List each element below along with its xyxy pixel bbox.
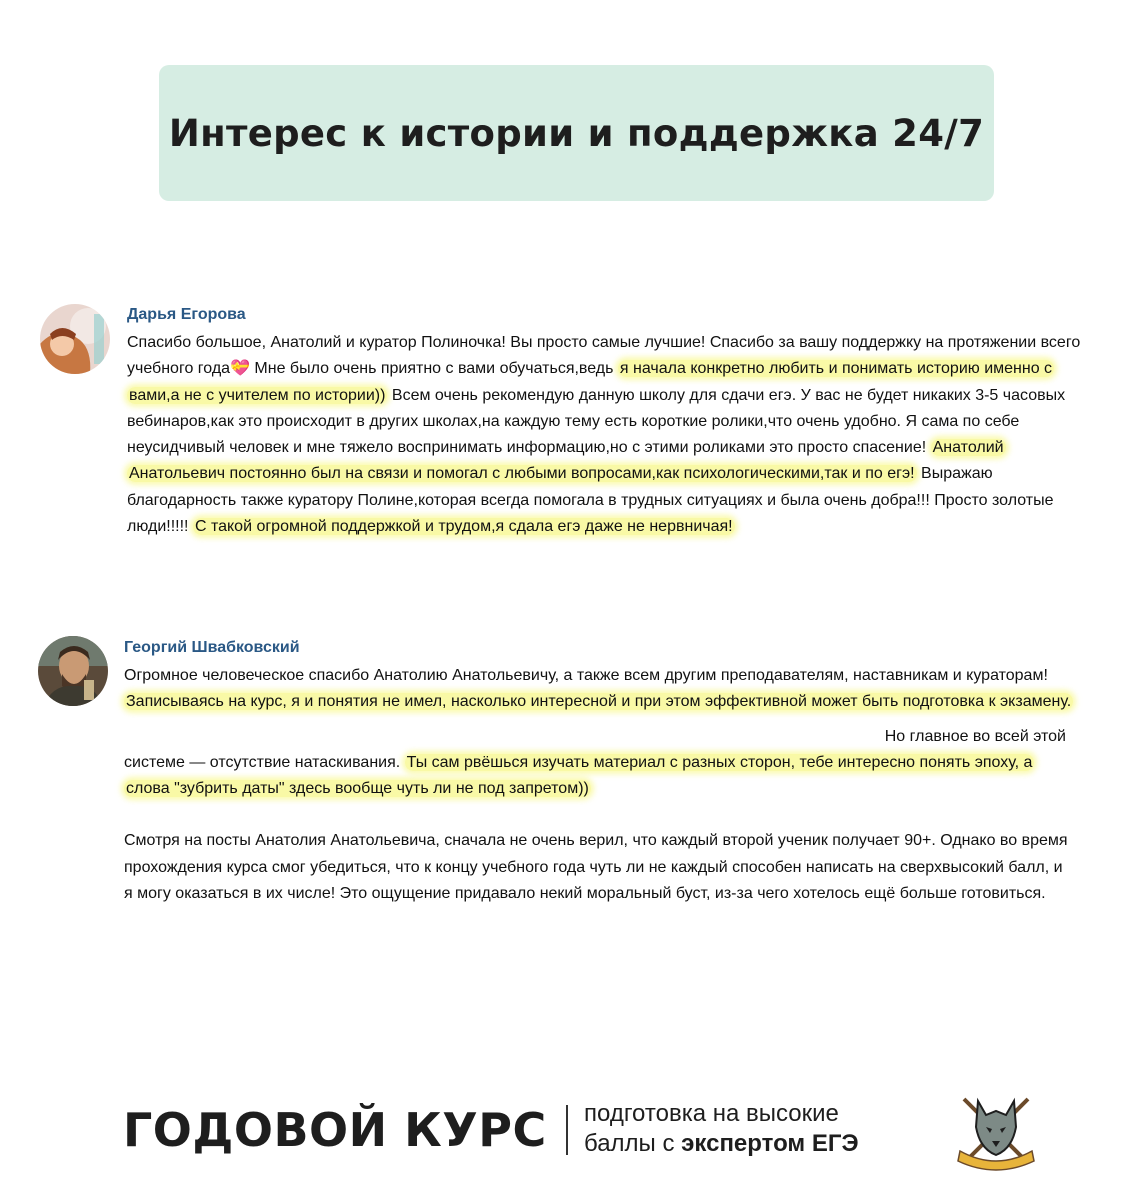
review-text	[124, 663, 1074, 907]
wolf-logo-icon	[950, 1093, 1042, 1173]
review-text-segment: Спасибо большое, Анатолий и куратор Полиночка! Вы просто самые лучшие! Спасибо за вашу поддержку на протяжении всего учебного года💝 Мне было очень приятно с вами обучаться,ведь	[127, 334, 1081, 378]
review-author[interactable]: Дарья Егорова	[127, 306, 246, 323]
review-text-segment: системе — отсутствие натаскивания.	[124, 753, 405, 771]
highlighted-text: Ты сам рвёшься изучать материал с разных сторон, тебе интересно понять эпоху, а слова "зубрить даты" здесь вообще чуть ли не под запретом))	[126, 753, 1033, 798]
course-title: ГОДОВОЙ КУРС	[123, 1103, 547, 1157]
review-text-segment: Выражаю благодарность также куратору Полине,которая всегда помогала в трудных ситуациях и была очень добра!!! Просто золотые люди!!!!!	[127, 465, 1054, 536]
highlighted-text: Записываясь на курс, я и понятия не имел, насколько интересной и при этом эффективной может быть подготовка к экзамену.	[126, 693, 1072, 711]
highlighted-text: я начала конкретно любить и понимать историю именно с вами,а не с учителем по истории))	[129, 360, 1053, 404]
tagline	[584, 1099, 859, 1159]
highlighted-text: С такой огромной поддержкой и трудом,я сдала егэ даже не нервничая!	[194, 518, 733, 536]
header-banner	[159, 65, 994, 201]
review-author[interactable]: Георгий Швабковский	[124, 639, 300, 656]
review-text	[127, 330, 1095, 540]
tagline-line: подготовка на высокие	[584, 1100, 839, 1127]
review-text-segment: Огромное человеческое спасибо Анатолию Анатольевичу, а также всем другим преподавателям, наставникам и кураторам!	[124, 667, 1048, 684]
avatar[interactable]	[38, 636, 108, 706]
highlighted-text: Анатолий Анатольевич постоянно был на связи и помогал с любыми вопросами,как психологическими,так и по егэ!	[129, 439, 1004, 483]
footer	[0, 1085, 1129, 1175]
review-paragraph-continued: Но главное во всей этой	[884, 727, 1066, 745]
review-paragraph	[124, 750, 1074, 803]
review-paragraph: Смотря на посты Анатолия Анатольевича, сначала не очень верил, что каждый второй ученик получает 90+. Однако во время прохождения курса смог убедиться, что к концу учебного года чуть ли не каждый способен написать на сверхвысокий балл, и я могу оказаться в их числе! Это ощущение придавало некий моральный буст, из-за чего хотелось ещё больше готовиться.	[124, 832, 1068, 903]
review-text-segment: Всем очень рекомендую данную школу для сдачи егэ. У вас не будет никаких 3-5 часовых вебинаров,как это происходит в других школах,на каждую тему есть короткие ролики,что очень удобно. Я сама по себе неусидчивый человек и мне тяжело воспринимать информацию,но с этими роликами это просто спасение!	[127, 386, 1066, 457]
tagline-emphasis: экспертом ЕГЭ	[681, 1130, 859, 1157]
page-title: Интерес к истории и поддержка 24/7	[168, 111, 985, 155]
tagline-line	[584, 1129, 859, 1159]
tagline-text: баллы с	[584, 1130, 682, 1157]
divider	[566, 1105, 568, 1155]
review-paragraph	[124, 663, 1074, 716]
avatar[interactable]	[40, 304, 110, 374]
